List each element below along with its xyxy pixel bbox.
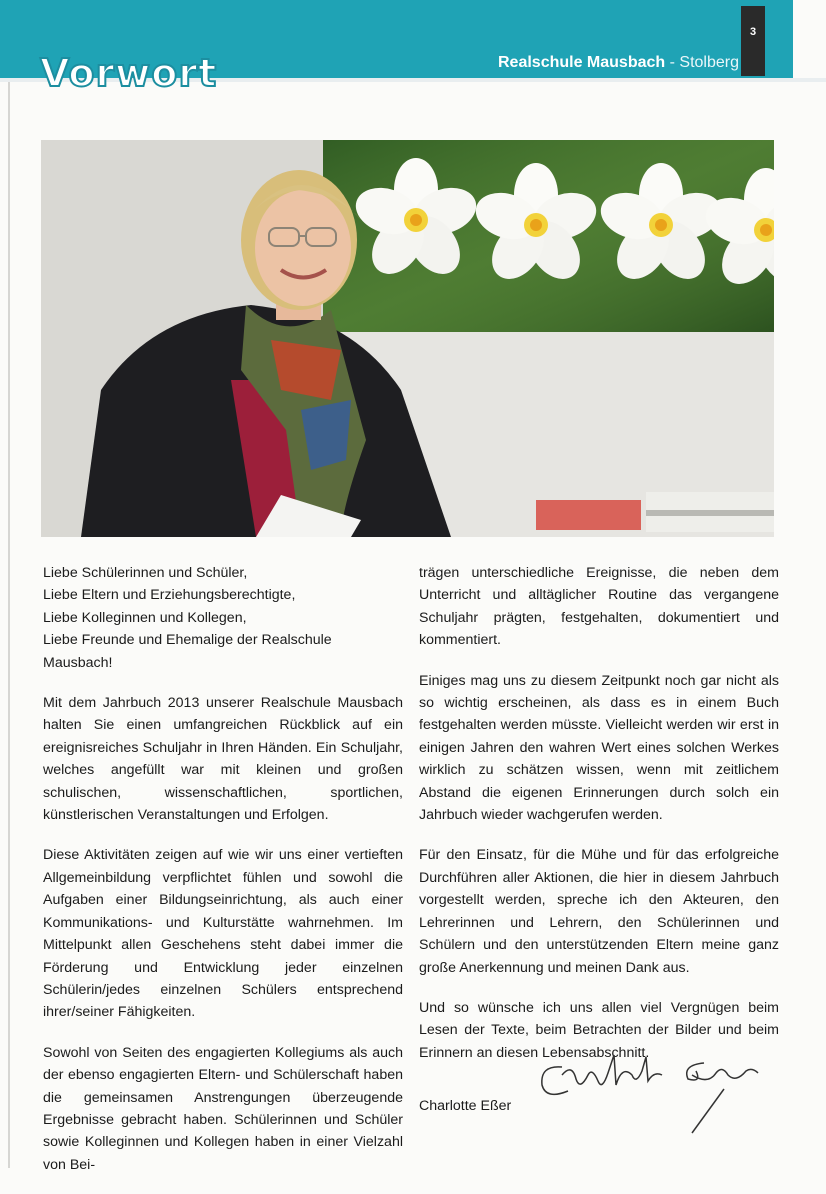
paragraph: trägen unterschiedliche Ereignisse, die neben dem Unterricht und alltäglicher Routine das vergangene Schuljahr prägten, festgehalten, dokumentiert und kommentiert. bbox=[419, 565, 779, 649]
signature-name: Charlotte Eßer bbox=[419, 1098, 512, 1114]
page-number: 3 bbox=[749, 26, 757, 38]
paragraph: Mit dem Jahrbuch 2013 unserer Realschule Mausbach halten Sie einen umfangreichen Rückblick auf ein ereignisreiches Schuljahr in Ihren Händen. Ein Schuljahr, welches angefüllt war mit kleinen und großen schulischen, wissenschaftlichen, sportlichen, künstlerischen Veranstaltungen und Erfolgen. bbox=[43, 695, 403, 824]
school-location: - Stolberg bbox=[665, 54, 739, 71]
greeting-line: Liebe Freunde und Ehemalige der Realschule Mausbach! bbox=[43, 632, 332, 671]
handwritten-signature bbox=[532, 1045, 772, 1135]
paragraph: Für den Einsatz, für die Mühe und für das erfolgreiche Durchführen aller Aktionen, die hier in diesem Jahrbuch vorgestellt werden, spreche ich den Akteuren, den Lehrerinnen und Lehrern, den Schülerinnen und Schülern und den unterstützenden Eltern meine ganz große Anerkennung und meinen Dank aus. bbox=[419, 847, 779, 976]
portrait-photo bbox=[41, 140, 774, 537]
greeting-line: Liebe Kolleginnen und Kollegen, bbox=[43, 609, 247, 626]
paragraph: Einiges mag uns zu diesem Zeitpunkt noch gar nicht als so wichtig erscheinen, als dass es in einem Buch festgehalten werden müsste. Vielleicht werden wir erst in einigen Jahren den wahren Wert eines solchen Werkes wirklich zu schätzen wissen, wenn mit zeitlichem Abstand die eigenen Erinnerungen durch solch ein Jahrbuch wieder wachgerufen werden. bbox=[419, 672, 779, 824]
greeting-line: Liebe Eltern und Erziehungsberechtigte, bbox=[43, 587, 296, 604]
school-underline bbox=[470, 76, 710, 78]
scan-edge bbox=[8, 0, 10, 1168]
paragraph: Und so wünsche ich uns allen viel Vergnügen beim Lesen der Texte, beim Betrachten der Bilder und beim Erinnern an diesen Lebensabschnitt. bbox=[419, 999, 779, 1061]
portrait-illustration bbox=[41, 140, 774, 537]
page-title: Vorwort bbox=[40, 51, 218, 95]
greeting bbox=[43, 562, 403, 674]
text-column-right bbox=[419, 562, 779, 1082]
school-header bbox=[498, 50, 739, 76]
paragraph: Sowohl von Seiten des engagierten Kollegiums als auch der ebenso engagierten Eltern- und Schülerschaft haben die gemeinsamen Anstrengungen überzeugende Ergebnisse gebracht haben. Schülerinnen und Schüler sowie Kolleginnen und Kollegen haben in einer Vielzahl von Bei- bbox=[43, 1044, 403, 1173]
school-name: Realschule Mausbach bbox=[498, 54, 666, 71]
greeting-line: Liebe Schülerinnen und Schüler, bbox=[43, 565, 248, 581]
paragraph: Diese Aktivitäten zeigen auf wie wir uns einer vertieften Allgemeinbildung verpflichtet fühlen und sowohl die Aufgaben einer Bildungseinrichtung, als auch einer Kommunikations- und Kulturstätte wahrnehmen. Im Mittelpunkt allen Geschehens steht dabei immer die Förderung und Entwicklung jeder einzelnen Schülerin/jedes einzelnen Schülers entsprechend ihrer/seiner Fähigkeiten. bbox=[43, 847, 403, 1021]
page-number-tab bbox=[741, 6, 765, 76]
text-column-left bbox=[43, 562, 403, 1194]
